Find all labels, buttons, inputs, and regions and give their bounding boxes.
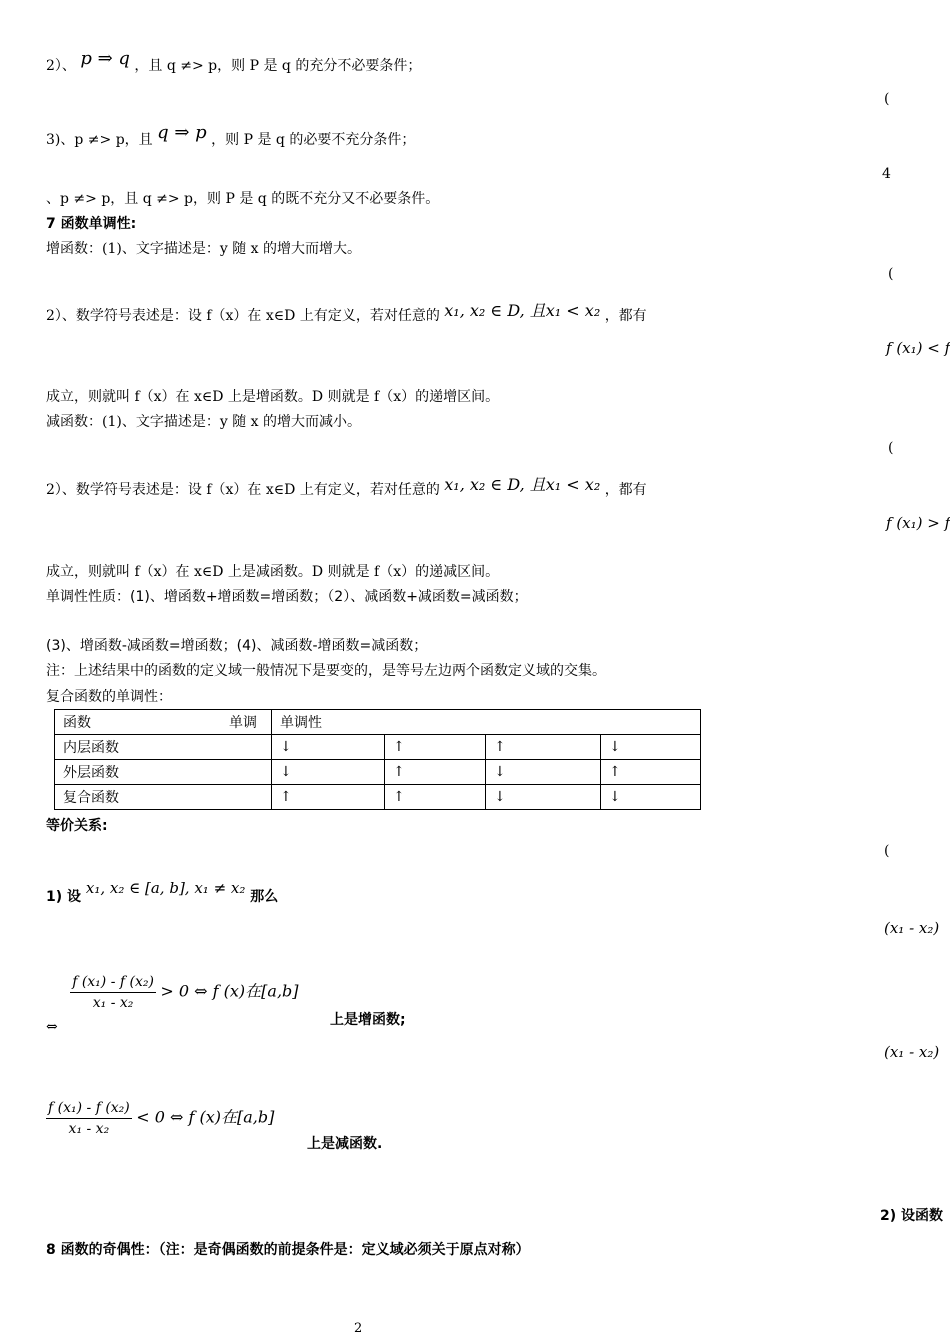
text: ，都有 — [604, 308, 647, 324]
table-row — [55, 785, 701, 810]
increasing-symbol-desc — [46, 301, 647, 325]
decreasing-conclusion: 成立，则就叫 f（x）在 x∈D 上是减函数。D 则就是 f（x）的递减区间。 — [46, 564, 500, 580]
decreasing-result: 上是减函数. — [307, 1136, 383, 1152]
text: ，则 P 是 q 的必要不充分条件； — [211, 132, 416, 148]
text: ，且 q ≠> p，则 P 是 q 的充分不必要条件； — [134, 58, 422, 74]
increasing-equivalence — [46, 972, 299, 1035]
composite-heading: 复合函数的单调性： — [46, 689, 172, 705]
difference-quotient — [46, 1098, 132, 1139]
margin-paren: ( — [888, 440, 894, 456]
margin-paren: ( — [884, 843, 890, 859]
table-row — [55, 760, 701, 785]
math-expr: x₁, x₂ ∈ [a, b], x₁ ≠ x₂ — [85, 879, 246, 897]
row-label: 复合函数 — [55, 785, 272, 810]
monotonic-properties-1: 单调性性质：(1)、增函数+增函数=增函数；（2）、减函数+减函数=减函数； — [46, 589, 528, 605]
table-cell: ↑ — [272, 785, 385, 810]
table-cell: ↓ — [601, 735, 701, 760]
table-cell: ↑ — [385, 735, 486, 760]
text: 2）、数学符号表述是：设 f（x）在 x∈D 上有定义，若对任意的 — [46, 308, 440, 324]
math-expr: p ⇒ q — [80, 48, 130, 69]
table-header-cell: 单调性 — [272, 710, 701, 735]
domain-note: 注：上述结果中的函数的定义域一般情况下是要变的，是等号左边两个函数定义域的交集。 — [46, 663, 606, 679]
table-cell: ↓ — [601, 785, 701, 810]
math-expr: > 0 ⇔ f (x)在[a,b] — [160, 981, 299, 1001]
text: 2）、数学符号表述是：设 f（x）在 x∈D 上有定义，若对任意的 — [46, 482, 440, 498]
equivalence-1 — [46, 879, 279, 906]
page-number: 2 — [354, 1321, 363, 1336]
table-cell: ↓ — [272, 735, 385, 760]
margin-math: f (x₁) > f — [886, 514, 950, 532]
table-row — [55, 735, 701, 760]
math-expr: x₁, x₂ ∈ D, 且x₁ < x₂ — [444, 475, 601, 494]
margin-paren: ( — [888, 266, 894, 282]
math-expr: x₁, x₂ ∈ D, 且x₁ < x₂ — [444, 301, 601, 320]
text: 3)、p ≠> p，且 — [46, 132, 153, 148]
composite-monotonicity-table — [54, 709, 701, 810]
margin-math: (x₁ - x₂) — [884, 1043, 940, 1061]
table-row — [55, 710, 701, 735]
condition-sufficient — [46, 48, 422, 75]
decreasing-symbol-desc — [46, 475, 647, 499]
fraction-denominator: x₁ - x₂ — [92, 995, 134, 1011]
table-header-cell — [55, 710, 272, 735]
math-expr: q ⇒ p — [157, 122, 207, 143]
math-expr: < 0 ⇔ f (x)在[a,b] — [136, 1107, 275, 1127]
condition-neither: 、p ≠> p，且 q ≠> p，则 P 是 q 的既不充分又不必要条件。 — [46, 191, 440, 207]
section-8-heading: 8 函数的奇偶性：（注：是奇偶函数的前提条件是：定义域必须关于原点对称） — [46, 1242, 530, 1258]
margin-math: f (x₁) < f — [886, 339, 950, 357]
text: ，都有 — [604, 482, 647, 498]
equivalence-icon: ⇔ — [46, 1018, 58, 1035]
fraction-denominator: x₁ - x₂ — [68, 1121, 110, 1137]
section-7-heading: 7 函数单调性: — [46, 216, 137, 232]
equivalence-heading: 等价关系: — [46, 818, 108, 834]
increasing-result: 上是增函数; — [330, 1012, 406, 1028]
header-text: 函数 — [63, 715, 91, 731]
margin-paren: ( — [884, 91, 890, 107]
table-cell: ↓ — [272, 760, 385, 785]
table-cell: ↑ — [601, 760, 701, 785]
row-label: 外层函数 — [55, 760, 272, 785]
table-cell: ↓ — [486, 760, 601, 785]
difference-quotient — [70, 972, 156, 1013]
decreasing-equivalence — [46, 1098, 274, 1139]
header-text: 单调 — [229, 715, 257, 731]
text: 1) 设 — [46, 889, 82, 905]
margin-math: (x₁ - x₂) — [884, 919, 940, 937]
monotonic-properties-2: (3)、增函数-减函数=增函数；(4)、减函数-增函数=减函数； — [46, 638, 428, 654]
margin-text: 2) 设函数 — [880, 1208, 944, 1224]
condition-necessary — [46, 122, 416, 149]
fraction-numerator: f (x₁) - f (x₂) — [70, 972, 156, 993]
table-cell: ↑ — [385, 785, 486, 810]
row-label: 内层函数 — [55, 735, 272, 760]
text: 那么 — [250, 889, 279, 905]
table-cell: ↑ — [385, 760, 486, 785]
decreasing-text-desc: 减函数：(1)、文字描述是：y 随 x 的增大而减小。 — [46, 414, 361, 430]
margin-number: 4 — [882, 166, 891, 182]
fraction-numerator: f (x₁) - f (x₂) — [46, 1098, 132, 1119]
text: 2）、 — [46, 58, 76, 74]
increasing-conclusion: 成立，则就叫 f（x）在 x∈D 上是增函数。D 则就是 f（x）的递增区间。 — [46, 389, 500, 405]
increasing-text-desc: 增函数：(1)、文字描述是：y 随 x 的增大而增大。 — [46, 241, 361, 257]
table-cell: ↑ — [486, 735, 601, 760]
table-cell: ↓ — [486, 785, 601, 810]
